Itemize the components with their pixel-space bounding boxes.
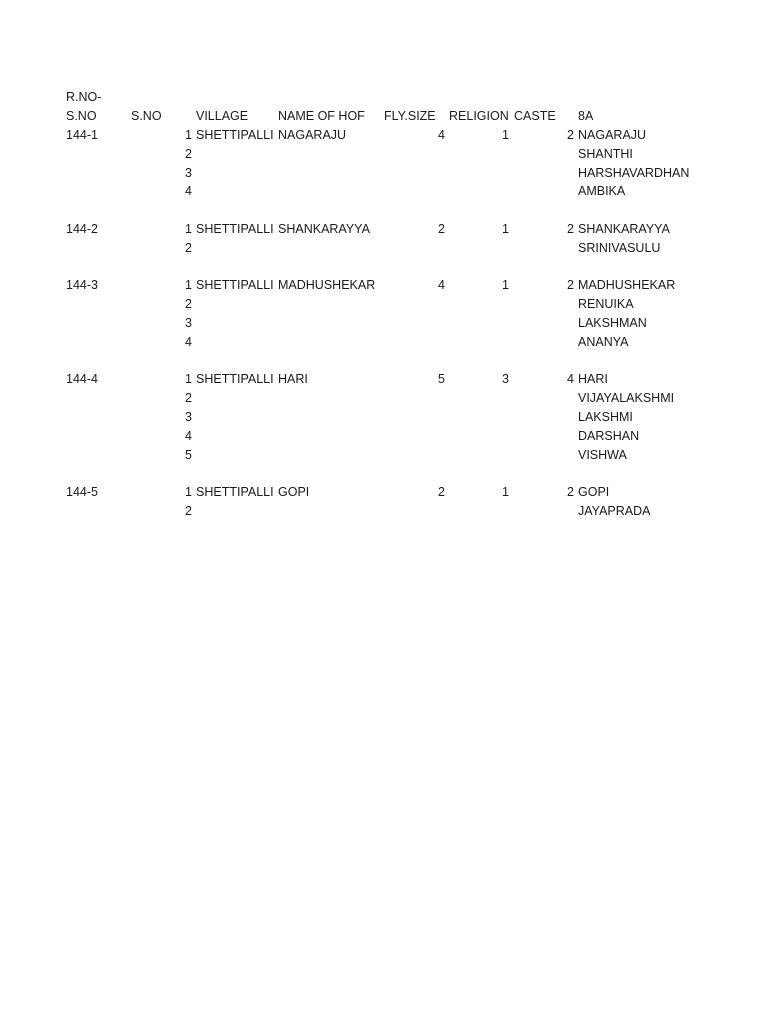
record-village: SHETTIPALLI — [196, 128, 274, 142]
record-fly-size: 2 — [438, 222, 445, 236]
member-name: DARSHAN — [578, 428, 640, 443]
record-rno: 144-5 — [66, 485, 98, 500]
member-name: LAKSHMAN — [578, 316, 647, 330]
record-fly-size: 2 — [438, 485, 445, 500]
record-rno: 144-3 — [66, 278, 98, 293]
record-hof: GOPI — [278, 485, 310, 500]
member-sno: 4 — [185, 428, 192, 443]
record-rno: 144-2 — [66, 222, 98, 236]
record-village: SHETTIPALLI — [196, 222, 274, 236]
record-caste: 2 — [567, 485, 574, 500]
record-rno: 144-4 — [66, 372, 98, 387]
member-name: LAKSHMI — [578, 410, 633, 424]
record-religion: 3 — [502, 372, 509, 387]
member-name: RENUIKA — [578, 297, 634, 312]
record-religion: 1 — [502, 485, 509, 500]
record-hof: MADHUSHEKAR — [278, 278, 376, 293]
record-religion: 1 — [502, 278, 509, 293]
header-village: VILLAGE — [196, 109, 249, 123]
record-rno: 144-1 — [66, 128, 98, 142]
header-fly-size: FLY.SIZE — [384, 109, 436, 123]
header-rno-line1: R.NO- — [66, 90, 102, 104]
member-sno: 2 — [185, 146, 192, 161]
record-fly-size: 4 — [438, 128, 445, 142]
member-name: ANANYA — [578, 334, 629, 349]
record-fly-size: 5 — [438, 372, 445, 387]
member-sno: 2 — [185, 504, 192, 518]
header-sno: S.NO — [131, 109, 162, 123]
member-name: SRINIVASULU — [578, 240, 661, 255]
record-village: SHETTIPALLI — [196, 372, 274, 387]
member-name: JAYAPRADA — [578, 504, 651, 518]
member-name: HARSHAVARDHAN — [578, 165, 690, 180]
record-hof: NAGARAJU — [278, 128, 347, 142]
member-sno: 2 — [185, 391, 192, 406]
member-sno: 3 — [185, 316, 192, 330]
member-sno: 1 — [185, 278, 192, 293]
record-village: SHETTIPALLI — [196, 278, 274, 293]
record-caste: 2 — [567, 128, 574, 142]
member-name: MADHUSHEKAR — [578, 278, 676, 293]
member-sno: 1 — [185, 372, 192, 387]
member-sno: 2 — [185, 297, 192, 312]
member-name: SHANTHI — [578, 146, 633, 161]
member-name: SHANKARAYYA — [578, 222, 670, 236]
member-name: VISHWA — [578, 447, 627, 462]
record-religion: 1 — [502, 222, 509, 236]
header-caste: CASTE — [514, 109, 556, 123]
header-religion: RELIGION — [449, 109, 509, 123]
record-caste: 4 — [567, 372, 574, 387]
record-fly-size: 4 — [438, 278, 445, 293]
member-name: AMBIKA — [578, 184, 626, 199]
record-caste: 2 — [567, 222, 574, 236]
member-sno: 3 — [185, 165, 192, 180]
member-sno: 4 — [185, 184, 192, 199]
header-8a: 8A — [578, 109, 594, 123]
record-religion: 1 — [502, 128, 509, 142]
member-sno: 1 — [185, 485, 192, 500]
record-village: SHETTIPALLI — [196, 485, 274, 500]
member-name: NAGARAJU — [578, 128, 647, 142]
member-sno: 1 — [185, 128, 192, 142]
member-sno: 5 — [185, 447, 192, 462]
record-hof: SHANKARAYYA — [278, 222, 370, 236]
member-name: HARI — [578, 372, 608, 387]
record-caste: 2 — [567, 278, 574, 293]
member-name: GOPI — [578, 485, 610, 500]
record-hof: HARI — [278, 372, 308, 387]
member-sno: 3 — [185, 410, 192, 424]
member-sno: 4 — [185, 334, 192, 349]
member-name: VIJAYALAKSHMI — [578, 391, 675, 406]
header-hof: NAME OF HOF — [278, 109, 365, 123]
header-rno-line2: S.NO — [66, 109, 97, 123]
member-sno: 2 — [185, 240, 192, 255]
member-sno: 1 — [185, 222, 192, 236]
